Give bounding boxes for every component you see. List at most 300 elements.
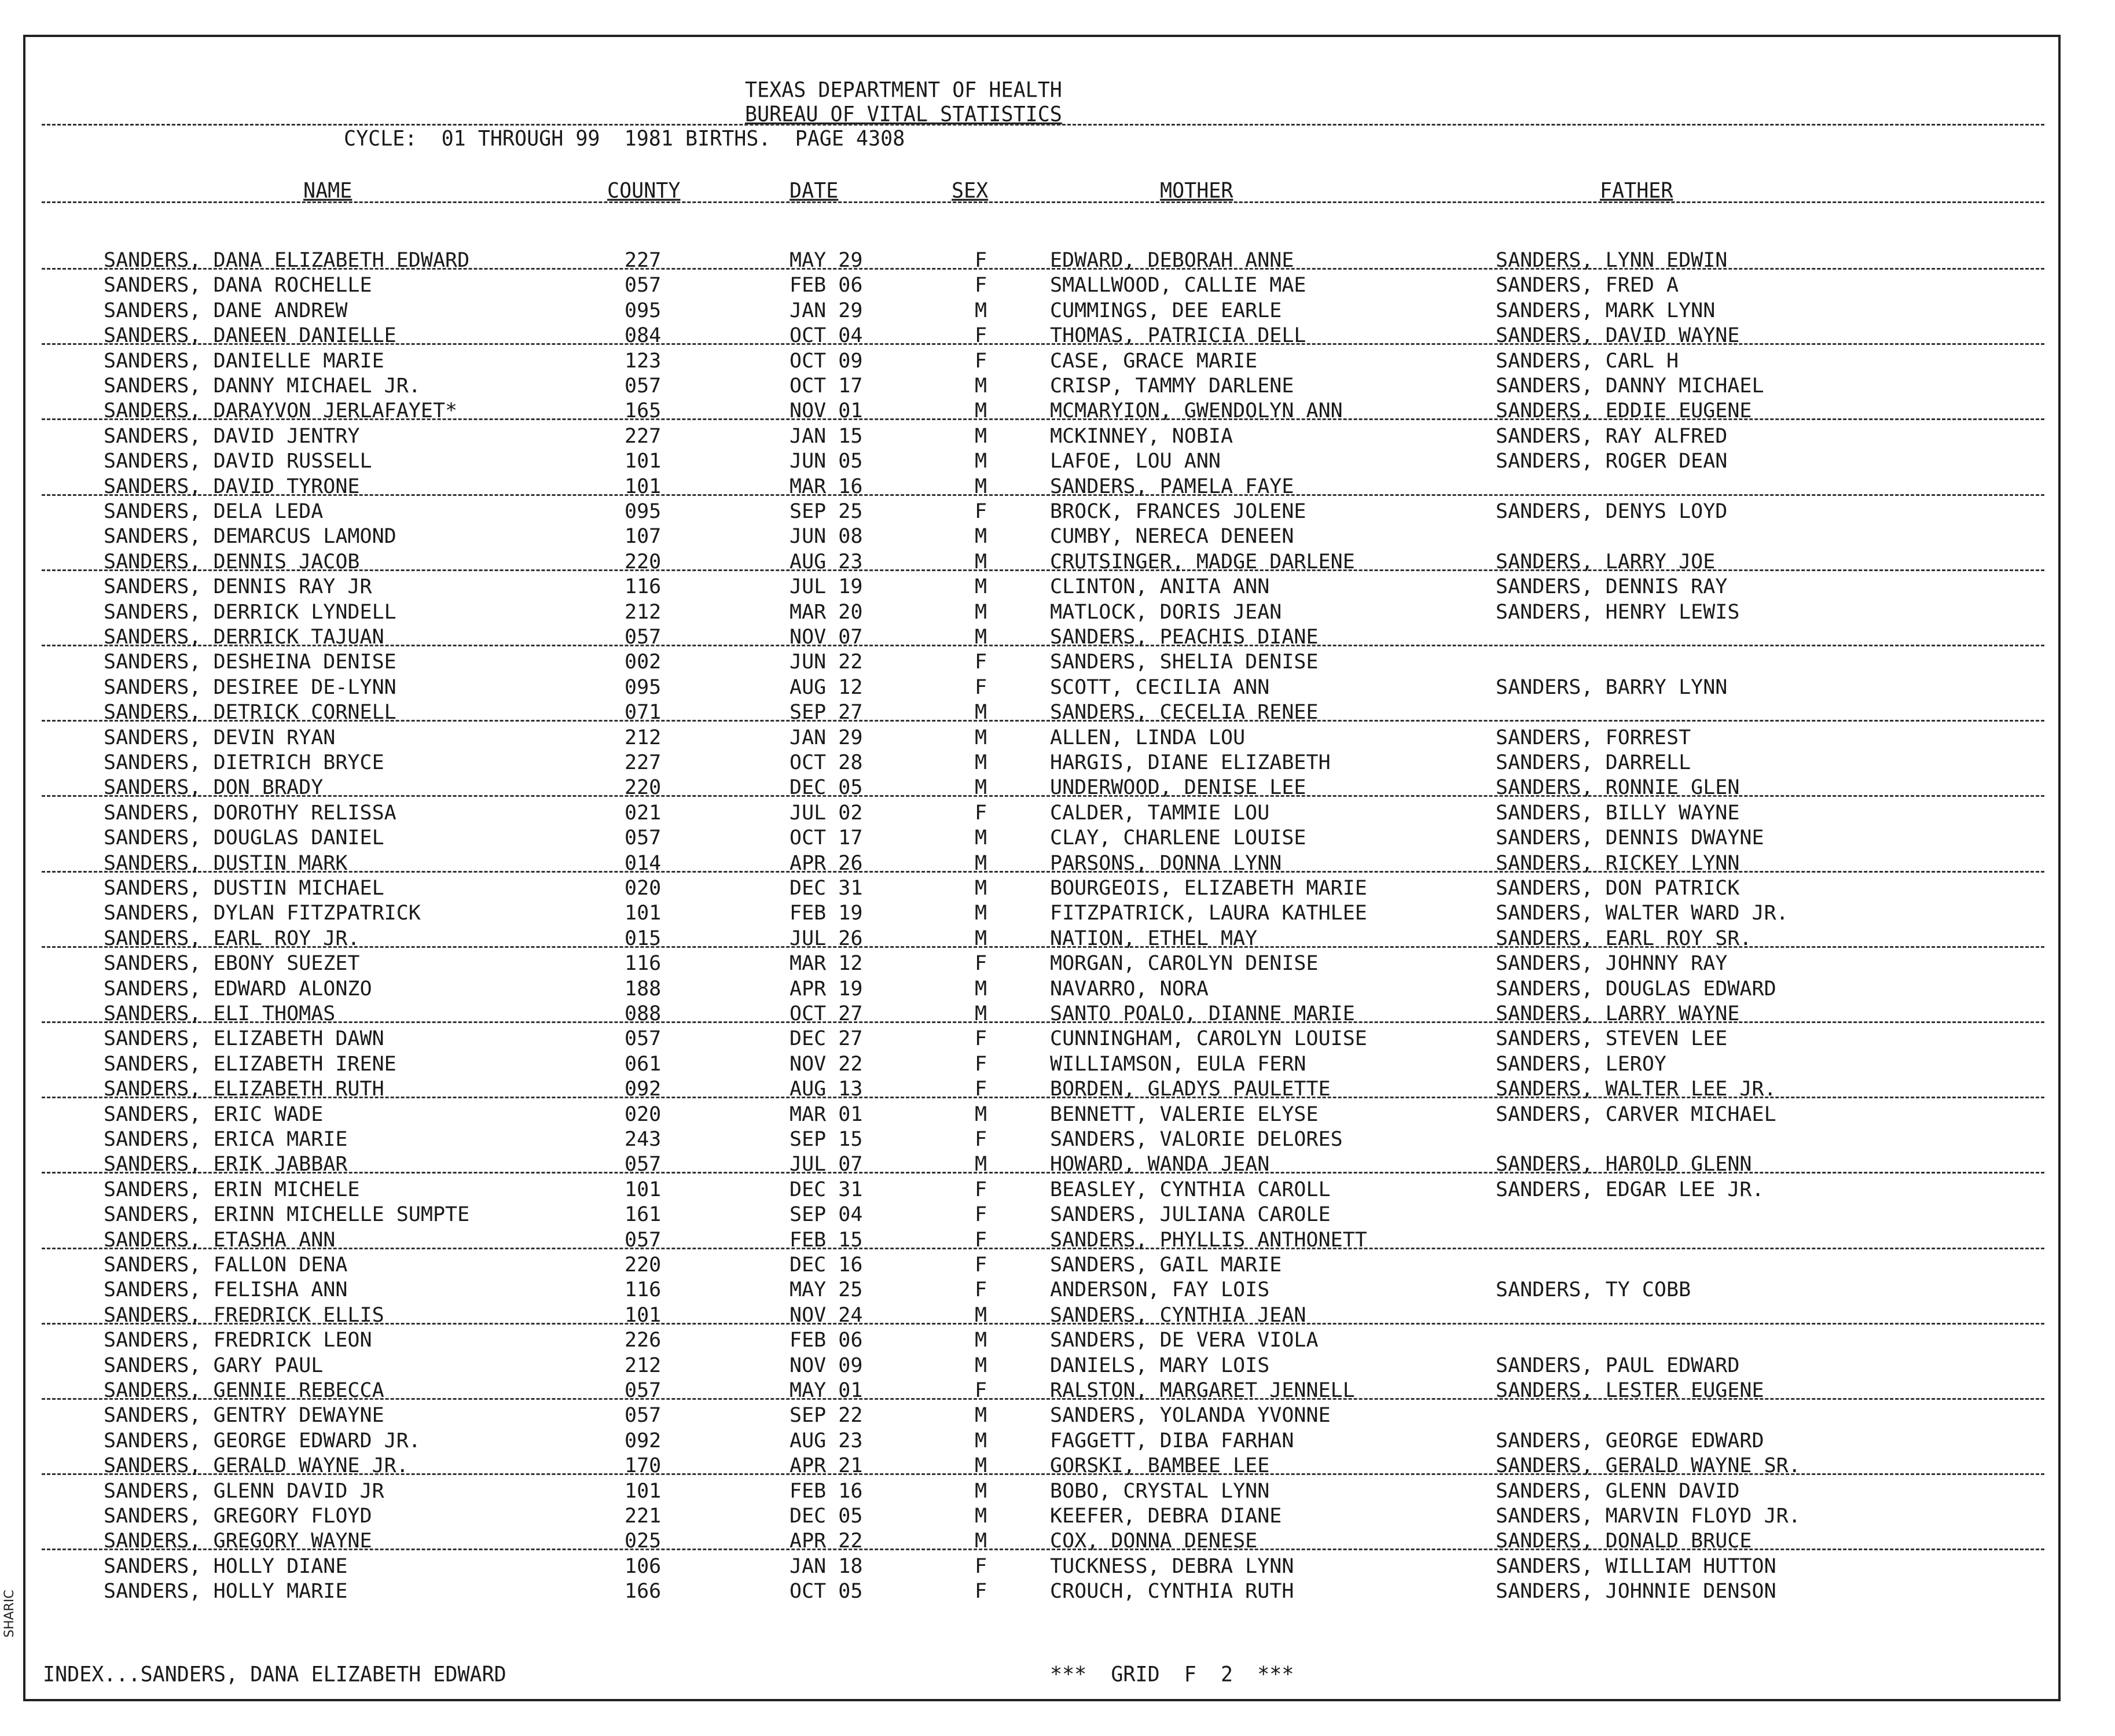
cell-mother: GORSKI, BAMBEE LEE (1050, 1454, 1270, 1477)
table-row (25, 499, 2063, 524)
table-row (25, 1504, 2063, 1528)
cell-name: SANDERS, ELIZABETH RUTH (104, 1077, 384, 1101)
cell-county: 092 (625, 1429, 662, 1452)
cell-county: 057 (625, 1229, 662, 1252)
cell-sex: M (975, 399, 987, 422)
cell-name: SANDERS, DARAYVON JERLAFAYET* (104, 399, 458, 422)
cell-date: OCT 05 (790, 1580, 863, 1603)
cell-father: SANDERS, DANNY MICHAEL (1496, 374, 1764, 398)
cell-name: SANDERS, DEMARCUS LAMOND (104, 525, 396, 548)
cell-date: JAN 18 (790, 1555, 863, 1578)
cell-sex: M (975, 1002, 987, 1025)
cell-father: SANDERS, LARRY JOE (1496, 550, 1716, 573)
cell-date: SEP 22 (790, 1404, 863, 1427)
cell-county: 101 (625, 902, 662, 925)
cell-sex: M (975, 601, 987, 624)
cell-mother: SCOTT, CECILIA ANN (1050, 676, 1270, 699)
cell-county: 014 (625, 852, 662, 875)
table-row (25, 826, 2063, 850)
table-row (25, 1303, 2063, 1327)
cell-date: SEP 27 (790, 701, 863, 724)
column-header-county: COUNTY (607, 179, 681, 204)
cell-date: DEC 31 (790, 1178, 863, 1201)
cell-name: SANDERS, GENNIE REBECCA (104, 1379, 384, 1402)
cell-name: SANDERS, ELI THOMAS (104, 1002, 336, 1025)
cell-mother: CRUTSINGER, MADGE DARLENE (1050, 550, 1355, 573)
cell-name: SANDERS, DANNY MICHAEL JR. (104, 374, 421, 398)
cell-name: SANDERS, FELISHA ANN (104, 1278, 348, 1301)
cell-father: SANDERS, WILLIAM HUTTON (1496, 1555, 1776, 1578)
cell-county: 020 (625, 877, 662, 900)
cell-sex: M (975, 575, 987, 598)
cell-date: OCT 27 (790, 1002, 863, 1025)
cell-father: SANDERS, EDDIE EUGENE (1496, 399, 1752, 422)
cell-mother: SANDERS, VALORIE DELORES (1050, 1128, 1343, 1151)
cell-county: 221 (625, 1505, 662, 1528)
cell-name: SANDERS, DAVID JENTRY (104, 425, 360, 448)
cell-sex: F (975, 676, 987, 699)
cell-sex: F (975, 1053, 987, 1076)
cell-date: NOV 01 (790, 399, 863, 422)
cell-sex: F (975, 324, 987, 347)
cell-mother: BENNETT, VALERIE ELYSE (1050, 1103, 1319, 1126)
cell-county: 057 (625, 1379, 662, 1402)
cell-sex: M (975, 927, 987, 950)
cell-county: 106 (625, 1555, 662, 1578)
cell-county: 220 (625, 776, 662, 799)
cell-county: 057 (625, 626, 662, 649)
table-row (25, 1278, 2063, 1302)
cell-mother: SANDERS, DE VERA VIOLA (1050, 1329, 1319, 1352)
cell-county: 095 (625, 676, 662, 699)
cell-sex: M (975, 425, 987, 448)
cell-father: SANDERS, DENYS LOYD (1496, 500, 1728, 523)
cell-date: NOV 24 (790, 1304, 863, 1327)
cell-father: SANDERS, GERALD WAYNE SR. (1496, 1454, 1801, 1477)
cell-mother: TUCKNESS, DEBRA LYNN (1050, 1555, 1294, 1578)
cell-mother: UNDERWOOD, DENISE LEE (1050, 776, 1306, 799)
cell-name: SANDERS, GARY PAUL (104, 1354, 324, 1377)
cell-county: 061 (625, 1053, 662, 1076)
cell-date: AUG 12 (790, 676, 863, 699)
table-row (25, 1102, 2063, 1127)
table-row (25, 1228, 2063, 1252)
cell-date: FEB 16 (790, 1480, 863, 1503)
cell-date: DEC 05 (790, 776, 863, 799)
report-title: TEXAS DEPARTMENT OF HEALTH (745, 78, 1062, 103)
cell-mother: MORGAN, CAROLYN DENISE (1050, 952, 1319, 975)
cell-mother: SANDERS, CECELIA RENEE (1050, 701, 1319, 724)
cell-sex: M (975, 1404, 987, 1427)
cell-mother: BEASLEY, CYNTHIA CAROLL (1050, 1178, 1331, 1201)
cell-date: AUG 13 (790, 1077, 863, 1101)
cell-date: JAN 15 (790, 425, 863, 448)
cell-name: SANDERS, DAVID RUSSELL (104, 450, 372, 473)
table-row (25, 374, 2063, 398)
index-footer: INDEX...SANDERS, DANA ELIZABETH EDWARD (43, 1663, 506, 1687)
cell-county: 227 (625, 425, 662, 448)
cell-date: OCT 17 (790, 826, 863, 849)
column-header-sex: SEX (952, 179, 989, 204)
cycle-line: CYCLE: 01 THROUGH 99 1981 BIRTHS. PAGE 4308 (344, 127, 905, 152)
cell-county: 226 (625, 1329, 662, 1352)
cell-mother: SANDERS, JULIANA CAROLE (1050, 1203, 1331, 1226)
table-row (25, 399, 2063, 423)
table-row (25, 600, 2063, 624)
table-row (25, 524, 2063, 549)
cell-date: AUG 23 (790, 1429, 863, 1452)
cell-name: SANDERS, DAVID TYRONE (104, 475, 360, 498)
cell-sex: F (975, 249, 987, 272)
cell-mother: SANDERS, PEACHIS DIANE (1050, 626, 1319, 649)
table-row (25, 977, 2063, 1001)
table-row (25, 876, 2063, 900)
cell-sex: F (975, 1379, 987, 1402)
cell-date: MAR 16 (790, 475, 863, 498)
table-row (25, 1354, 2063, 1378)
cell-mother: DANIELS, MARY LOIS (1050, 1354, 1270, 1377)
cell-name: SANDERS, GERALD WAYNE JR. (104, 1454, 409, 1477)
table-row (25, 751, 2063, 775)
cell-sex: F (975, 952, 987, 975)
table-row (25, 775, 2063, 800)
cell-mother: CLAY, CHARLENE LOUISE (1050, 826, 1306, 849)
cell-date: DEC 16 (790, 1253, 863, 1277)
table-row (25, 449, 2063, 473)
cell-mother: PARSONS, DONNA LYNN (1050, 852, 1282, 875)
cell-mother: SANDERS, PHYLLIS ANTHONETT (1050, 1229, 1367, 1252)
cell-date: FEB 06 (790, 274, 863, 297)
cell-date: DEC 31 (790, 877, 863, 900)
cell-county: 071 (625, 701, 662, 724)
cell-county: 243 (625, 1128, 662, 1151)
cell-father: SANDERS, ROGER DEAN (1496, 450, 1728, 473)
cell-mother: ALLEN, LINDA LOU (1050, 726, 1246, 749)
cell-father: SANDERS, BILLY WAYNE (1496, 801, 1740, 825)
cell-mother: MCKINNEY, NOBIA (1050, 425, 1233, 448)
cell-sex: M (975, 1153, 987, 1176)
cell-date: OCT 04 (790, 324, 863, 347)
cell-father: SANDERS, HENRY LEWIS (1496, 601, 1740, 624)
cell-name: SANDERS, DOUGLAS DANIEL (104, 826, 384, 849)
cell-name: SANDERS, DERRICK LYNDELL (104, 601, 396, 624)
cell-father: SANDERS, CARVER MICHAEL (1496, 1103, 1776, 1126)
cell-sex: F (975, 1178, 987, 1201)
cell-date: JUL 19 (790, 575, 863, 598)
cell-name: SANDERS, DON BRADY (104, 776, 324, 799)
cell-name: SANDERS, GLENN DAVID JR (104, 1480, 384, 1503)
grid-footer: *** GRID F 2 *** (1050, 1663, 1294, 1687)
header-rule-bottom (42, 201, 2044, 203)
cell-sex: M (975, 1304, 987, 1327)
cell-mother: CASE, GRACE MARIE (1050, 350, 1258, 373)
cell-mother: EDWARD, DEBORAH ANNE (1050, 249, 1294, 272)
cell-father: SANDERS, JOHNNIE DENSON (1496, 1580, 1776, 1603)
cell-sex: F (975, 1229, 987, 1252)
cell-sex: F (975, 1580, 987, 1603)
cell-name: SANDERS, DENNIS RAY JR (104, 575, 372, 598)
cell-father: SANDERS, FORREST (1496, 726, 1691, 749)
cell-sex: F (975, 801, 987, 825)
cell-mother: SANDERS, YOLANDA YVONNE (1050, 1404, 1331, 1427)
cell-sex: F (975, 350, 987, 373)
cell-mother: NATION, ETHEL MAY (1050, 927, 1258, 950)
cell-name: SANDERS, GREGORY WAYNE (104, 1529, 372, 1553)
cell-sex: F (975, 1077, 987, 1101)
cell-mother: THOMAS, PATRICIA DELL (1050, 324, 1306, 347)
cell-sex: M (975, 726, 987, 749)
table-row (25, 1253, 2063, 1277)
cell-father: SANDERS, TY COBB (1496, 1278, 1691, 1301)
cell-county: 101 (625, 1480, 662, 1503)
cell-name: SANDERS, ELIZABETH DAWN (104, 1027, 384, 1050)
cell-father: SANDERS, RAY ALFRED (1496, 425, 1728, 448)
cell-sex: M (975, 1454, 987, 1477)
cell-date: DEC 27 (790, 1027, 863, 1050)
table-row (25, 1178, 2063, 1202)
cell-date: MAR 20 (790, 601, 863, 624)
table-row (25, 273, 2063, 297)
cell-county: 220 (625, 1253, 662, 1277)
report-subtitle: BUREAU OF VITAL STATISTICS (745, 102, 1062, 127)
cell-county: 220 (625, 550, 662, 573)
cell-father: SANDERS, BARRY LYNN (1496, 676, 1728, 699)
cell-father: SANDERS, JOHNNY RAY (1496, 952, 1728, 975)
cell-name: SANDERS, GEORGE EDWARD JR. (104, 1429, 421, 1452)
cell-county: 212 (625, 1354, 662, 1377)
cell-date: NOV 09 (790, 1354, 863, 1377)
table-row (25, 650, 2063, 674)
header-rule-top (42, 124, 2044, 126)
cell-county: 084 (625, 324, 662, 347)
cell-date: NOV 07 (790, 626, 863, 649)
cell-mother: FITZPATRICK, LAURA KATHLEE (1050, 902, 1367, 925)
cell-name: SANDERS, DUSTIN MARK (104, 852, 348, 875)
cell-father: SANDERS, GEORGE EDWARD (1496, 1429, 1764, 1452)
cell-name: SANDERS, DETRICK CORNELL (104, 701, 396, 724)
cell-date: APR 19 (790, 977, 863, 1001)
cell-name: SANDERS, EBONY SUEZET (104, 952, 360, 975)
cell-name: SANDERS, DANA ELIZABETH EDWARD (104, 249, 470, 272)
table-row (25, 926, 2063, 951)
cell-sex: M (975, 977, 987, 1001)
cell-father: SANDERS, EDGAR LEE JR. (1496, 1178, 1764, 1201)
report-sheet (23, 35, 2061, 1701)
cell-father: SANDERS, WALTER LEE JR. (1496, 1077, 1776, 1101)
table-row (25, 323, 2063, 348)
cell-father: SANDERS, DONALD BRUCE (1496, 1529, 1752, 1553)
column-header-mother: MOTHER (1160, 179, 1233, 204)
cell-county: 161 (625, 1203, 662, 1226)
cell-date: OCT 28 (790, 751, 863, 774)
cell-date: MAY 01 (790, 1379, 863, 1402)
cell-date: MAY 29 (790, 249, 863, 272)
cell-date: FEB 15 (790, 1229, 863, 1252)
cell-date: APR 21 (790, 1454, 863, 1477)
cell-date: JUN 22 (790, 650, 863, 674)
cell-mother: CUNNINGHAM, CAROLYN LOUISE (1050, 1027, 1367, 1050)
cell-sex: M (975, 374, 987, 398)
cell-mother: BROCK, FRANCES JOLENE (1050, 500, 1306, 523)
cell-mother: MCMARYION, GWENDOLYN ANN (1050, 399, 1343, 422)
cell-date: NOV 22 (790, 1053, 863, 1076)
cell-date: APR 22 (790, 1529, 863, 1553)
cell-county: 212 (625, 726, 662, 749)
cell-father: SANDERS, PAUL EDWARD (1496, 1354, 1740, 1377)
cell-name: SANDERS, EARL ROY JR. (104, 927, 360, 950)
cell-mother: WILLIAMSON, EULA FERN (1050, 1053, 1306, 1076)
cell-mother: ANDERSON, FAY LOIS (1050, 1278, 1270, 1301)
cell-county: 002 (625, 650, 662, 674)
cell-sex: F (975, 1027, 987, 1050)
cell-name: SANDERS, DUSTIN MICHAEL (104, 877, 384, 900)
cell-mother: CUMBY, NERECA DENEEN (1050, 525, 1294, 548)
cell-mother: COX, DONNA DENESE (1050, 1529, 1258, 1553)
table-row (25, 299, 2063, 323)
cell-father: SANDERS, LARRY WAYNE (1496, 1002, 1740, 1025)
table-row (25, 1454, 2063, 1478)
table-row (25, 1328, 2063, 1352)
cell-mother: CUMMINGS, DEE EARLE (1050, 299, 1282, 322)
cell-sex: M (975, 550, 987, 573)
cell-county: 025 (625, 1529, 662, 1553)
cell-date: JUN 08 (790, 525, 863, 548)
cell-date: SEP 15 (790, 1128, 863, 1151)
cell-sex: M (975, 852, 987, 875)
cell-name: SANDERS, DESIREE DE-LYNN (104, 676, 396, 699)
cell-sex: F (975, 1278, 987, 1301)
table-row (25, 1202, 2063, 1227)
cell-county: 020 (625, 1103, 662, 1126)
cell-sex: F (975, 1555, 987, 1578)
cell-mother: SMALLWOOD, CALLIE MAE (1050, 274, 1306, 297)
table-row (25, 1027, 2063, 1051)
table-row (25, 675, 2063, 700)
cell-mother: FAGGETT, DIBA FARHAN (1050, 1429, 1294, 1452)
cell-name: SANDERS, DENNIS JACOB (104, 550, 360, 573)
cell-sex: M (975, 1103, 987, 1126)
cell-county: 057 (625, 374, 662, 398)
cell-name: SANDERS, DYLAN FITZPATRICK (104, 902, 421, 925)
cell-county: 095 (625, 500, 662, 523)
cell-father: SANDERS, LEROY (1496, 1053, 1667, 1076)
cell-sex: M (975, 299, 987, 322)
table-row (25, 424, 2063, 448)
cell-date: JAN 29 (790, 299, 863, 322)
cell-sex: M (975, 776, 987, 799)
cell-father: SANDERS, HAROLD GLENN (1496, 1153, 1752, 1176)
cell-county: 057 (625, 826, 662, 849)
cell-sex: M (975, 475, 987, 498)
table-row (25, 248, 2063, 273)
cell-county: 165 (625, 399, 662, 422)
cell-sex: M (975, 877, 987, 900)
cell-father: SANDERS, DENNIS RAY (1496, 575, 1728, 598)
cell-date: JUL 02 (790, 801, 863, 825)
cell-mother: KEEFER, DEBRA DIANE (1050, 1505, 1282, 1528)
cell-name: SANDERS, DERRICK TAJUAN (104, 626, 384, 649)
table-row (25, 625, 2063, 649)
table-row (25, 349, 2063, 373)
cell-father: SANDERS, DARRELL (1496, 751, 1691, 774)
cell-sex: M (975, 450, 987, 473)
cell-mother: NAVARRO, NORA (1050, 977, 1209, 1001)
cell-sex: F (975, 1203, 987, 1226)
cell-name: SANDERS, DANA ROCHELLE (104, 274, 372, 297)
cell-father: SANDERS, RONNIE GLEN (1496, 776, 1740, 799)
cell-county: 101 (625, 1178, 662, 1201)
cell-name: SANDERS, ERINN MICHELLE SUMPTE (104, 1203, 470, 1226)
cell-date: FEB 19 (790, 902, 863, 925)
cell-county: 212 (625, 601, 662, 624)
table-row (25, 700, 2063, 724)
cell-county: 188 (625, 977, 662, 1001)
cell-name: SANDERS, GENTRY DEWAYNE (104, 1404, 384, 1427)
cell-name: SANDERS, FREDRICK LEON (104, 1329, 372, 1352)
table-row (25, 726, 2063, 750)
cell-county: 116 (625, 1278, 662, 1301)
cell-mother: BORDEN, GLADYS PAULETTE (1050, 1077, 1331, 1101)
cell-mother: HOWARD, WANDA JEAN (1050, 1153, 1270, 1176)
cell-sex: F (975, 500, 987, 523)
cell-mother: CROUCH, CYNTHIA RUTH (1050, 1580, 1294, 1603)
cell-father: SANDERS, DOUGLAS EDWARD (1496, 977, 1776, 1001)
cell-county: 021 (625, 801, 662, 825)
cell-sex: M (975, 701, 987, 724)
cell-name: SANDERS, EDWARD ALONZO (104, 977, 372, 1001)
cell-sex: F (975, 1128, 987, 1151)
cell-name: SANDERS, ERICA MARIE (104, 1128, 348, 1151)
cell-mother: MATLOCK, DORIS JEAN (1050, 601, 1282, 624)
cell-name: SANDERS, FALLON DENA (104, 1253, 348, 1277)
cell-father: SANDERS, EARL ROY SR. (1496, 927, 1752, 950)
cell-sex: M (975, 525, 987, 548)
cell-mother: RALSTON, MARGARET JENNELL (1050, 1379, 1355, 1402)
table-row (25, 1554, 2063, 1579)
table-row (25, 1152, 2063, 1176)
cell-date: DEC 05 (790, 1505, 863, 1528)
table-row (25, 550, 2063, 574)
cell-date: JAN 29 (790, 726, 863, 749)
cell-county: 057 (625, 1404, 662, 1427)
cell-county: 101 (625, 1304, 662, 1327)
cell-date: MAY 25 (790, 1278, 863, 1301)
cell-father: SANDERS, DON PATRICK (1496, 877, 1740, 900)
cell-mother: SANTO POALO, DIANNE MARIE (1050, 1002, 1355, 1025)
cell-name: SANDERS, ERIK JABBAR (104, 1153, 348, 1176)
cell-date: SEP 25 (790, 500, 863, 523)
cell-name: SANDERS, ERIC WADE (104, 1103, 324, 1126)
cell-county: 116 (625, 952, 662, 975)
cell-county: 227 (625, 249, 662, 272)
cell-sex: M (975, 1429, 987, 1452)
table-row (25, 951, 2063, 976)
cell-sex: M (975, 626, 987, 649)
cell-sex: M (975, 1354, 987, 1377)
column-header-father: FATHER (1600, 179, 1673, 204)
cell-date: OCT 17 (790, 374, 863, 398)
cell-mother: CRISP, TAMMY DARLENE (1050, 374, 1294, 398)
cell-date: SEP 04 (790, 1203, 863, 1226)
table-row (25, 851, 2063, 876)
cell-father: SANDERS, LESTER EUGENE (1496, 1379, 1764, 1402)
cell-county: 057 (625, 1153, 662, 1176)
cell-date: JUN 05 (790, 450, 863, 473)
cell-county: 095 (625, 299, 662, 322)
cell-name: SANDERS, DOROTHY RELISSA (104, 801, 396, 825)
cell-date: JUL 26 (790, 927, 863, 950)
cell-date: MAR 12 (790, 952, 863, 975)
